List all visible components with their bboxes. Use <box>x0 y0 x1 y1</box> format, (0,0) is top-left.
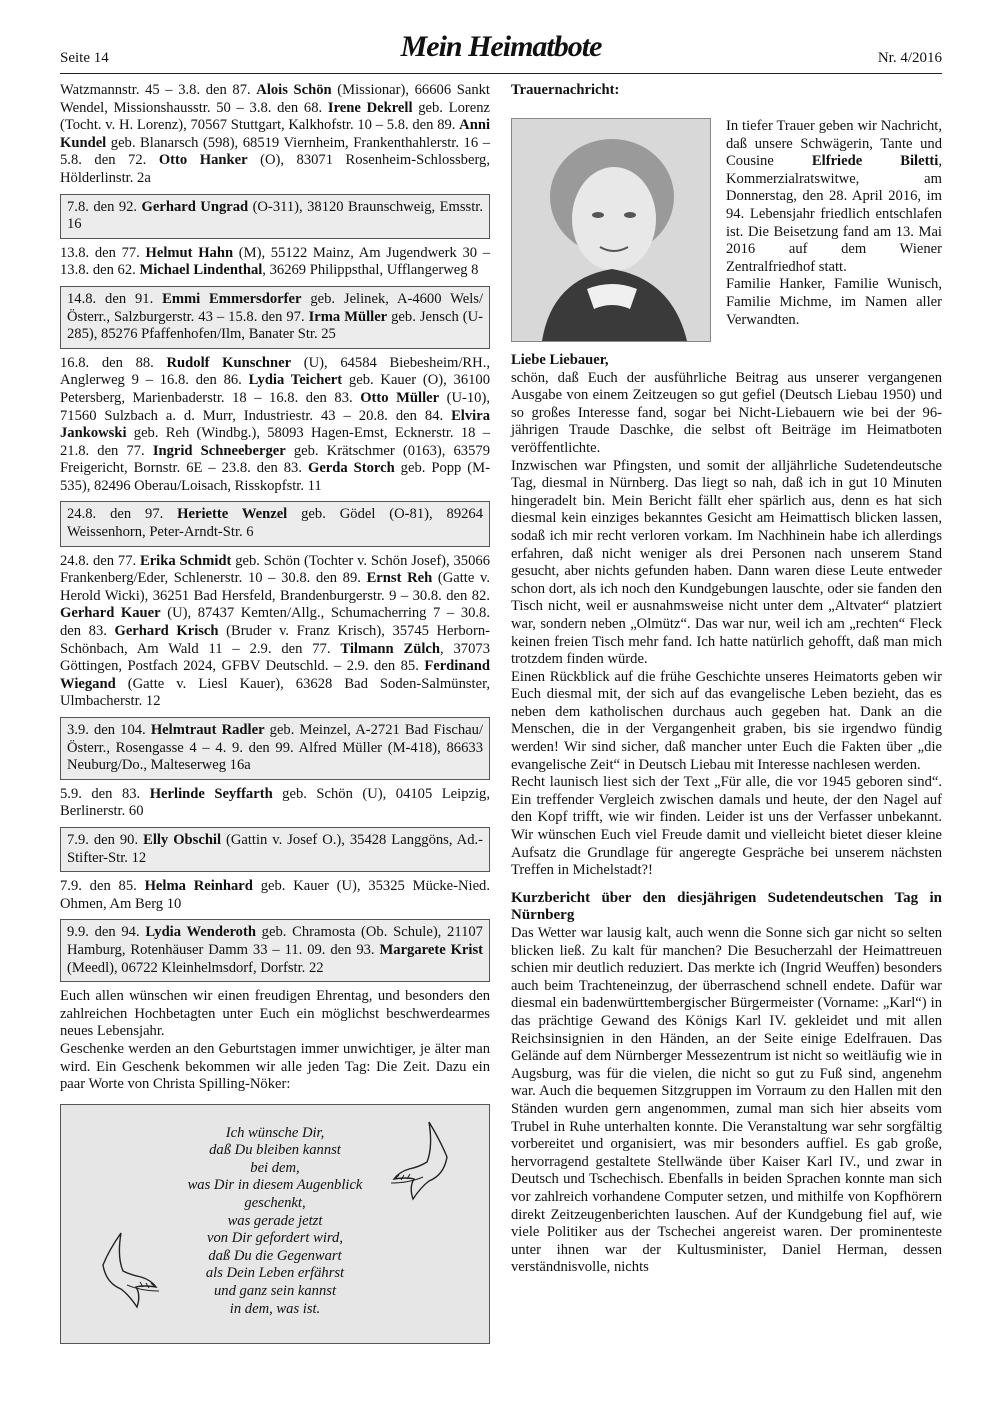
letter-paragraph: Inzwischen war Pfingsten, und somit der alljährliche Sudetendeutsche Tag, diesmal in Nürnberg. Das liegt so nah, daß ich in gut 10 Minuten hingeradelt bin. Mein Bericht fällt eher spärlich aus, denn es hat sich diesmal kein einziges bekanntes Gesicht am Heimattisch blicken lassen, sodaß ich mir recht verloren vorkam. Im Nachhinein habe ich allerdings erfahren, daß nicht weniger als drei Personen nach unserem Stand gesucht, aber nichts gefunden haben. Dann waren diese Leute entweder schon dort, als ich noch den Kundgebungen lauschte, oder sie fanden den Tisch nicht, weil er ausnahmsweise nicht unter dem „Altvater“ platziert war, sondern neben „Olmütz“. Das war nur, weil ich am „rechten“ Fleck keinen freien Tisch mehr fand. Ich hatte natürlich gehofft, daß man mich trotzdem finden würde. <box>511 457 942 668</box>
birthday-entry: 16.8. den 88. Rudolf Kunschner (U), 64584 Biebesheim/RH., Anglerweg 9 – 16.8. den 86. Lydia Teichert geb. Kauer (O), 36100 Petersberg, Marienbaderstr. 18 – 16.8. den 83. Otto Müller (U-10), 71560 Sulzbach a. d. Murr, Industriestr. 43 – 20.8. den 84. Elvira Jankowski geb. Reh (Windbg.), 58093 Hagen-Emst, Ecknerstr. 18 – 21.8. den 77. Ingrid Schneeberger geb. Krätschmer (0163), 63579 Freigericht, Bornstr. 6E – 23.8. den 83. Gerda Storch geb. Popp (M-535), 82496 Oberau/Loisach, Risskopfstr. 11 <box>60 354 491 494</box>
birthday-column <box>60 82 490 1344</box>
obituary-text: In tiefer Trauer geben wir Nachricht, daß unsere Schwägerin, Tante und Cousine Elfriede Biletti, Kommerzialratswitwe, am Donnerstag, den 28. April 2016, im 94. Lebensjahr friedlich entschlafen ist. Die Beisetzung fand am 13. Mai 2016 auf dem Wiener Zentralfriedhof statt. Familie Hanker, Familie Wunisch, Familie Michme, im Namen aller Verwandten. <box>726 118 943 328</box>
obituary-heading: Trauernachricht: <box>511 82 620 98</box>
letter-column <box>511 352 942 1277</box>
birthday-box: 9.9. den 94. Lydia Wenderoth geb. Chramosta (Ob. Schule), 21107 Hamburg, Rotenhäuser Damm 33 – 11. 09. den 93. Margarete Krist (Meedl), 06722 Kleinhelmsdorf, Dorfstr. 22 <box>60 919 490 982</box>
letter-paragraph: Recht launisch liest sich der Text „Für alle, die vor 1945 geboren sind“. Ein treffender Vergleich zwischen damals und heute, der den Nagel auf den Kopf trifft, wie wir finden. Leider ist uns der Verfasser unbekannt. Wir wünschen Euch viel Freude damit und vielleicht bietet dieser kleine Aufsatz die Grundlage für angeregte Gespräche bei unserem nächsten Treffen in Michelstadt?! <box>511 774 942 879</box>
portrait-photo <box>511 118 711 342</box>
birthday-entry: 5.9. den 83. Herlinde Seyffarth geb. Schön (U), 04105 Leipzig, Berlinerstr. 60 <box>60 785 490 820</box>
report-heading: Kurzbericht über den diesjährigen Sudetendeutschen Tag in Nürnberg <box>511 889 942 924</box>
masthead-title: Mein Heimatbote <box>400 30 602 63</box>
poem-box <box>60 1104 490 1344</box>
wishes-paragraph: Euch allen wünschen wir einen freudigen Ehrentag, und besonders den zahlreichen Hochbetagten unter Euch ein möglichst beschwerdearmes neues Lebensjahr. <box>60 988 490 1040</box>
page-header <box>60 30 942 74</box>
gifts-paragraph: Geschenke werden an den Geburtstagen immer unwichtiger, je älter man wird. Ein Geschenk bekommen wir alle jeden Tag: Die Zeit. Dazu ein paar Worte von Christa Spilling-Nöker: <box>60 1040 490 1093</box>
header-rule <box>60 73 942 74</box>
report-paragraph: Das Wetter war lausig kalt, auch wenn die Sonne sich gar nicht so selten blicken ließ. Zu kalt für manchen? Die Besucherzahl der Heimattreuen schien mir deutlich reduziert. Das merkte ich (Ingrid Weuffen) besonders auch beim Trachteneinzug, der überraschend schnell endete. Dafür war diesmal ein badenwürttembergischer Bürgermeister (Vorname: „Karl“) in das prächtige Gewand des Königs Karl IV. gekleidet und mit allen Reichsinsignien in den Händen, an der Seite einige Edelfrauen. Das Gelände auf dem Nürnberger Messezentrum ist nicht so weitläufig wie in Augsburg, was für die vielen, die nicht so gut zu Fuß sind, angenehm war. Auch die bequemen Sitzgruppen im Vorraum zu den Hallen mit den Ständen wurden gern angenommen, zumal man sich hier abseits vom Trubel in Ruhe unterhalten konnte. Die Veranstaltung war sehr sorgfältig vorbereitet und organisiert, was mir besonders auffiel. Es gab große, hervorragend gestaltete Stellwände über Kaiser Karl IV., und zwar in Deutsch und Tschechisch. Ebenfalls in beiden Sprachen konnte man sich vor zahlreich vorhandene Computer setzen, und mithilfe von Kopfhörern direkt Zeitzeugenberichten lauschen. Auf der Kundgebung fiel auf, wie viele Politiker aus der Tschechei angereist waren. Der prominenteste unter ihnen war der Kultusminister, Daniel Herman, dessen verständnisvolle, nichts <box>511 925 942 1276</box>
letter-paragraph: schön, daß Euch der ausführliche Beitrag aus unserer vergangenen Ausgabe von einem Zeitzeugen so gut gefiel (Deutsch Liebau 1950) und so großes Interesse fand, sogar bei Nicht-Liebauern wie bei der 96-jährigen Traude Daschke, die selbst oft Beiträge im Heimatboten veröffentlichte. <box>511 369 942 456</box>
poem-text: Ich wünsche Dir, daß Du bleiben kannst bei dem, was Dir in diesem Augenblick geschenkt, was gerade jetzt von Dir gefordert wird, daß Du die Gegenwart als Dein Leben erfährst und ganz sein kannst in dem, was ist. <box>187 1124 363 1317</box>
birthday-entry: 13.8. den 77. Helmut Hahn (M), 55122 Mainz, Am Jugendwerk 30 – 13.8. den 62. Michael Lindenthal, 36269 Philippsthal, Ufflangerweg 8 <box>60 244 491 279</box>
letter-paragraph: Einen Rückblick auf die frühe Geschichte unseres Heimatorts geben wir Euch diesmal mit, der sich auf das evangelische Leben bezieht, das es neben dem katholischen durchaus auch gegeben hat. Dank an die Menschen, die in der Vergangenheit graben, bis sie irgendwo fündig werden! Wir sind sicher, daß mancher unter Euch die Fakten über „die evangelische Zeit“ in Deutsch Liebau mit Interesse nachlesen werden. <box>511 668 942 773</box>
birthday-box: 7.9. den 90. Elly Obschil (Gattin v. Josef O.), 35428 Langgöns, Ad.-Stifter-Str. 12 <box>60 827 490 872</box>
obituary-families: Familie Hanker, Familie Wunisch, Familie Michme, im Namen aller Verwandten. <box>726 276 942 328</box>
letter-heading: Liebe Liebauer, <box>511 352 609 368</box>
birthday-box: 7.8. den 92. Gerhard Ungrad (O-311), 38120 Braunschweig, Emsstr. 16 <box>60 194 490 239</box>
birthday-box: 14.8. den 91. Emmi Emmersdorfer geb. Jelinek, A-4600 Wels/ Österr., Salzburgerstr. 43 – 15.8. den 97. Irma Müller geb. Jensch (U-285), 85276 Pfaffenhofen/Ilm, Banater Str. 25 <box>60 286 490 349</box>
birthday-entry: Watzmannstr. 45 – 3.8. den 87. Alois Schön (Missionar), 66606 Sankt Wendel, Missionshausstr. 50 – 3.8. den 68. Irene Dekrell geb. Lorenz (Tocht. v. H. Lorenz), 70567 Stuttgart, Kalkhofstr. 10 – 5.8. den 89. Anni Kundel geb. Blanarsch (598), 68519 Viernheim, Frankenthahlerstr. 16 – 5.8. den 72. Otto Hanker (O), 83071 Rosenheim-Schlossberg, Hölderlinstr. 2a <box>60 82 490 186</box>
obituary-heading-area <box>511 82 942 112</box>
portrait-image <box>512 119 710 341</box>
birthday-box: 24.8. den 97. Heriette Wenzel geb. Gödel (O-81), 89264 Weissenhorn, Peter-Arndt-Str. 6 <box>60 501 490 546</box>
birthday-entry: 7.9. den 85. Helma Reinhard geb. Kauer (U), 35325 Mücke-Nied. Ohmen, Am Berg 10 <box>60 878 491 912</box>
page-number: Seite 14 <box>60 50 109 66</box>
dove-icon <box>91 1225 161 1315</box>
issue-number: Nr. 4/2016 <box>877 50 942 66</box>
birthday-entry: 24.8. den 77. Erika Schmidt geb. Schön (Tochter v. Schön Josef), 35066 Frankenberg/Eder, Schlenerstr. 10 – 30.8. den 89. Ernst Reh (Gatte v. Herold Wicki), 36251 Bad Hersfeld, Brandenburgerstr. 9 – 30.8. den 82. Gerhard Kauer (U), 87437 Kemten/Allg., Schumacherring 7 – 30.8. den 83. Gerhard Krisch (Bruder v. Franz Krisch), 35745 Herborn-Schönbach, Am Wald 11 – 2.9. den 77. Tilmann Zülch, 37073 Göttingen, Postfach 2024, GFBV Deutschld. – 2.9. den 85. Ferdinand Wiegand (Gatte v. Liesl Kauer), 63628 Bad Soden-Salmünster, Ulmbacherstr. 12 <box>60 552 491 710</box>
birthday-box: 3.9. den 104. Helmtraut Radler geb. Meinzel, A-2721 Bad Fischau/Österr., Rosengasse 4 – 4. 9. den 99. Alfred Müller (M-418), 86633 Neuburg/Do., Malteserweg 16a <box>60 717 490 780</box>
